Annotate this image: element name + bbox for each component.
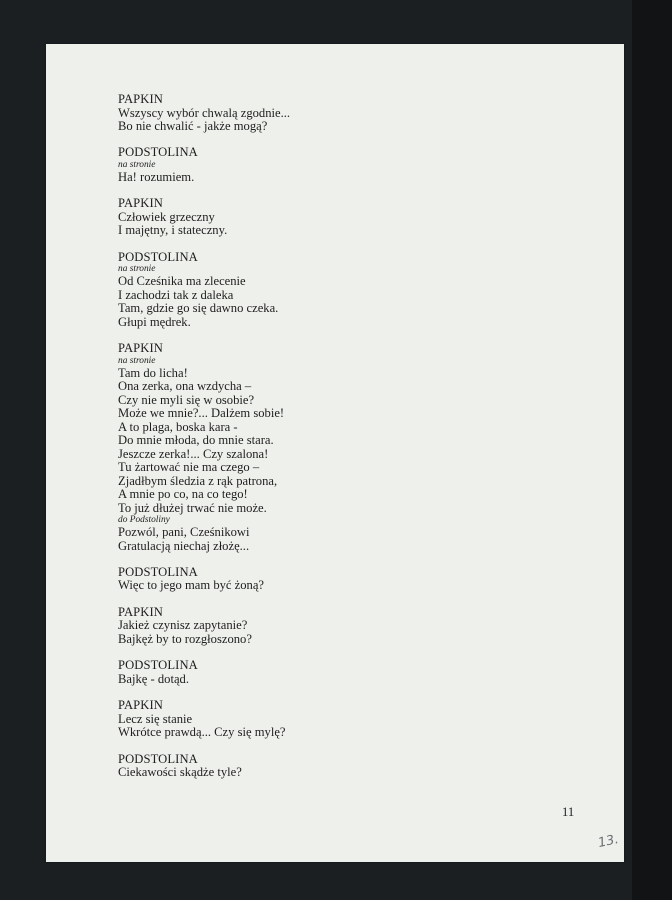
speaker-name: PODSTOLINA <box>118 564 198 579</box>
speaker-name: PODSTOLINA <box>118 658 198 673</box>
dialogue-line: Głupi mędrek. <box>118 314 191 329</box>
dialogue-line: Człowiek grzeczny <box>118 209 215 224</box>
speaker-name: PAPKIN <box>118 196 163 211</box>
dialogue-line: Bajkę - dotąd. <box>118 671 189 686</box>
dialogue-line: Do mnie młoda, do mnie stara. <box>118 433 274 448</box>
page-number: 11 <box>562 805 575 819</box>
document-page <box>46 44 624 862</box>
dialogue-block <box>118 566 518 593</box>
dialogue-line: Pozwól, pani, Cześnikowi <box>118 525 250 540</box>
speaker-name: PAPKIN <box>118 604 163 619</box>
stage-direction: na stronie <box>118 159 156 170</box>
dialogue-line: To już dłużej trwać nie może. <box>118 500 267 515</box>
dialogue-block <box>118 146 518 184</box>
stage-direction: do Podstoliny <box>118 515 170 526</box>
speaker-name: PAPKIN <box>118 341 163 356</box>
scanner-backdrop <box>632 0 672 900</box>
dialogue-line: Lecz się stanie <box>118 711 193 726</box>
stage-direction: na stronie <box>118 264 156 275</box>
dialogue-line: Bo nie chwalić - jakże mogą? <box>118 119 268 133</box>
dialogue-block <box>118 606 518 647</box>
dialogue-line: Od Cześnika ma zlecenie <box>118 274 246 289</box>
dialogue-line: Ona zerka, ona wzdycha – <box>118 379 252 394</box>
dialogue-line: Ciekawości skądże tyle? <box>118 765 242 780</box>
stage-direction: na stronie <box>118 355 156 366</box>
dialogue-block <box>118 699 518 740</box>
handwritten-page-mark: 13. <box>596 832 621 851</box>
dialogue-block <box>118 197 518 238</box>
dialogue-line: A mnie po co, na co tego! <box>118 487 248 502</box>
dialogue-line: I zachodzi tak z daleka <box>118 287 234 302</box>
dialogue-line: Czy nie myli się w osobie? <box>118 392 255 407</box>
dialogue-line: Ha! rozumiem. <box>118 169 195 184</box>
speaker-name: PODSTOLINA <box>118 145 198 160</box>
dialogue-line: Tam do licha! <box>118 365 188 380</box>
dialogue-block <box>118 659 518 686</box>
dialogue-line: Może we mnie?... Dalżem sobie! <box>118 406 285 421</box>
dialogue-line: Jeszcze zerka!... Czy szalona! <box>118 446 269 461</box>
speaker-name: PODSTOLINA <box>118 249 198 264</box>
dialogue-line: Gratulacją niechaj złożę... <box>118 538 250 553</box>
speaker-name: PODSTOLINA <box>118 751 198 766</box>
dialogue-line: Jakież czynisz zapytanie? <box>118 618 248 633</box>
dialogue-line: Wkrótce prawdą... Czy się mylę? <box>118 725 286 740</box>
dialogue-line: Zjadłbym śledzia z rąk patrona, <box>118 473 278 488</box>
dialogue-line: Wszyscy wybór chwalą zgodnie... <box>118 105 291 120</box>
dialogue-line: Więc to jego mam być żoną? <box>118 578 265 593</box>
dialogue-line: I majętny, i stateczny. <box>118 223 228 238</box>
dialogue-block <box>118 93 518 134</box>
dialogue-line: Bajkęż by to rozgłoszono? <box>118 631 252 646</box>
dialogue-block <box>118 251 518 330</box>
dialogue-line: A to plaga, boska kara - <box>118 419 238 434</box>
speaker-name: PAPKIN <box>118 92 163 106</box>
dialogue-line: Tu żartować nie ma czego – <box>118 460 260 475</box>
dialogue-script <box>118 93 518 792</box>
speaker-name: PAPKIN <box>118 698 163 713</box>
dialogue-block <box>118 753 518 780</box>
dialogue-block <box>118 342 518 553</box>
dialogue-line: Tam, gdzie go się dawno czeka. <box>118 301 279 316</box>
